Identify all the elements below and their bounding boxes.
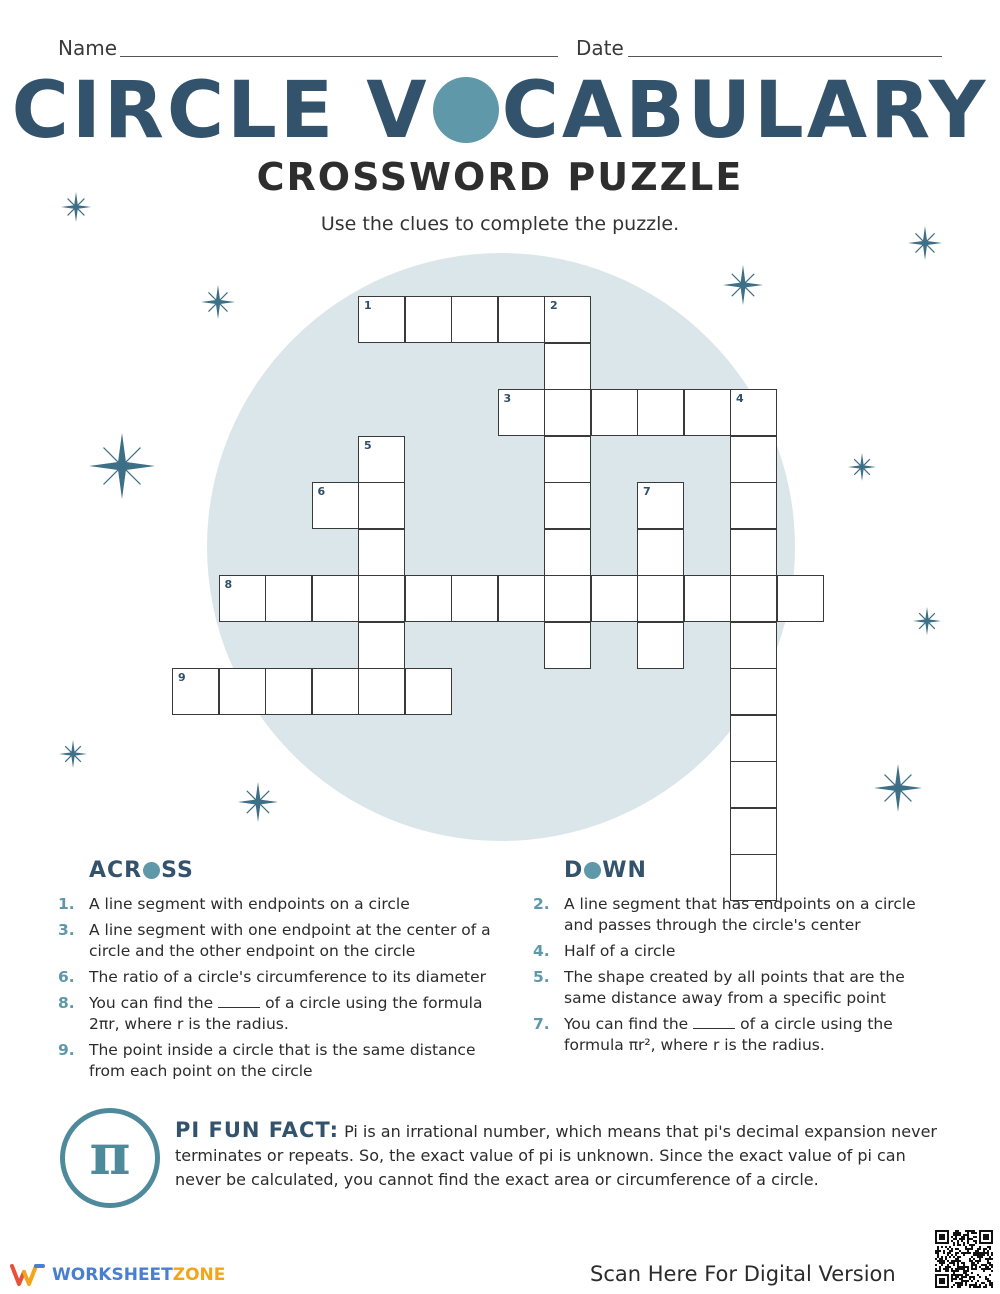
crossword-cell[interactable]	[312, 482, 359, 529]
title-part-1: CIRCLE V	[11, 66, 430, 156]
crossword-cell[interactable]	[637, 482, 684, 529]
date-label: Date	[576, 36, 624, 60]
crossword-cell[interactable]	[730, 482, 777, 529]
sparkle-star-icon	[913, 607, 941, 635]
down-heading: D WN	[564, 858, 647, 883]
answer-blank	[218, 994, 260, 1008]
answer-blank	[693, 1015, 735, 1029]
clue-number: 4	[736, 392, 744, 405]
sparkle-star-icon	[238, 782, 278, 822]
crossword-cell[interactable]	[544, 482, 591, 529]
crossword-cell[interactable]	[730, 668, 777, 715]
crossword-cell[interactable]	[405, 296, 452, 343]
crossword-cell[interactable]	[637, 622, 684, 669]
heading-o-dot	[143, 862, 160, 879]
clue-number: 6	[317, 485, 326, 498]
crossword-cell[interactable]	[544, 529, 591, 576]
crossword-cell[interactable]	[358, 436, 405, 483]
across-clue-9: 9. The point inside a circle that is the same distance from each point on the circle	[58, 1041, 476, 1080]
crossword-cell[interactable]	[358, 575, 405, 622]
heading-o-dot	[584, 862, 601, 879]
crossword-cell[interactable]	[219, 668, 266, 715]
crossword-cell[interactable]	[684, 575, 731, 622]
page-subtitle: CROSSWORD PUZZLE	[256, 155, 744, 199]
logo-text-worksheet: WORKSHEET	[52, 1265, 173, 1285]
crossword-cell[interactable]	[730, 622, 777, 669]
clue-number: 2	[550, 299, 558, 312]
fact-body: Pi is an irrational number, which means that pi's decimal expansion never terminates or repeats. So, the exact value of pi is unknown. Since the exact value of pi can never be calculated, you cannot find the exact area or circumference of a circle.	[175, 1122, 937, 1189]
scan-text: Scan Here For Digital Version	[590, 1262, 896, 1286]
across-clue-6: 6. The ratio of a circle's circumference to its diameter	[58, 968, 487, 986]
crossword-cell[interactable]	[312, 668, 359, 715]
down-clue-4: 4. Half of a circle	[533, 942, 676, 960]
crossword-cell[interactable]	[451, 296, 498, 343]
sparkle-star-icon	[874, 764, 922, 812]
crossword-cell[interactable]	[544, 622, 591, 669]
crossword-cell[interactable]	[637, 575, 684, 622]
crossword-cell[interactable]	[544, 575, 591, 622]
down-clues	[533, 858, 943, 1061]
across-heading: ACR SS	[89, 858, 194, 883]
crossword-cell[interactable]	[265, 668, 312, 715]
crossword-cell[interactable]	[777, 575, 824, 622]
clue-number: 5	[364, 438, 372, 452]
crossword-cell[interactable]	[358, 668, 405, 715]
sparkle-star-icon	[89, 433, 155, 499]
logo-text-zone: ZONE	[172, 1265, 226, 1285]
crossword-cell[interactable]	[358, 482, 405, 529]
crossword-cell[interactable]	[498, 389, 545, 436]
sparkle-star-icon	[908, 226, 942, 260]
down-clue-7: 7. You can find the of a circle using the formula πr², where r is the radius.	[533, 1015, 893, 1054]
across-clues	[58, 858, 508, 1087]
crossword-cell[interactable]	[544, 436, 591, 483]
sparkle-star-icon	[59, 740, 87, 768]
pi-icon: π	[89, 1122, 131, 1188]
name-line[interactable]	[120, 56, 558, 57]
clue-number: 3	[503, 392, 512, 405]
crossword-cell[interactable]	[730, 808, 777, 855]
sparkle-star-icon	[201, 285, 235, 319]
crossword-cell[interactable]	[451, 575, 498, 622]
crossword-cell[interactable]	[358, 529, 405, 576]
worksheetzone-logo[interactable]	[10, 1260, 225, 1290]
sparkle-star-icon	[723, 265, 763, 305]
crossword-cell[interactable]	[730, 761, 777, 808]
crossword-cell[interactable]	[405, 668, 452, 715]
down-clue-2: 2. A line segment that has endpoints on a circle and passes through the circle's center	[533, 895, 916, 934]
crossword-cell[interactable]	[312, 575, 359, 622]
crossword-cell[interactable]	[730, 575, 777, 622]
sparkle-star-icon	[848, 453, 876, 481]
clue-number: 9	[178, 671, 186, 684]
crossword-cell[interactable]	[730, 529, 777, 576]
qr-code[interactable]	[935, 1230, 993, 1288]
logo-icon	[10, 1262, 46, 1288]
crossword-cell[interactable]	[498, 575, 545, 622]
date-line[interactable]	[628, 56, 942, 57]
crossword-cell[interactable]	[591, 389, 638, 436]
crossword-cell[interactable]	[358, 622, 405, 669]
crossword-cell[interactable]	[498, 296, 545, 343]
crossword-cell[interactable]	[591, 575, 638, 622]
crossword-cell[interactable]	[730, 715, 777, 762]
pi-badge	[60, 1108, 160, 1208]
title-part-2: CABULARY	[501, 66, 989, 156]
crossword-cell[interactable]	[544, 343, 591, 390]
pi-fun-fact	[175, 1118, 945, 1192]
clue-number: 8	[224, 578, 233, 591]
across-clue-1: 1. A line segment with endpoints on a circle	[58, 895, 410, 913]
crossword-cell[interactable]	[637, 529, 684, 576]
crossword-cell[interactable]	[544, 389, 591, 436]
crossword-cell[interactable]	[265, 575, 312, 622]
across-clue-3: 3. A line segment with one endpoint at the center of a circle and the other endpoint on the circle	[58, 921, 491, 960]
crossword-cell[interactable]	[637, 389, 684, 436]
across-clue-8: 8. You can find the of a circle using the formula 2πr, where r is the radius.	[58, 994, 483, 1033]
crossword-cell[interactable]	[405, 575, 452, 622]
crossword-cell[interactable]	[730, 389, 777, 436]
clue-number: 7	[643, 485, 651, 498]
crossword-cell[interactable]	[172, 668, 219, 715]
crossword-cell[interactable]	[219, 575, 266, 622]
crossword-cell[interactable]	[544, 296, 591, 343]
sparkle-star-icon	[61, 192, 91, 222]
page-title	[0, 66, 1000, 156]
down-clue-5: 5. The shape created by all points that are the same distance away from a specific point	[533, 968, 905, 1007]
crossword-cell[interactable]	[730, 436, 777, 483]
clue-number: 1	[364, 299, 372, 312]
name-date-row	[58, 34, 942, 64]
title-circle-o	[433, 77, 499, 143]
instructions: Use the clues to complete the puzzle.	[320, 213, 680, 235]
fact-label: PI FUN FACT:	[175, 1118, 339, 1142]
name-label: Name	[58, 36, 118, 60]
crossword-cell[interactable]	[684, 389, 731, 436]
crossword-cell[interactable]	[358, 296, 405, 343]
